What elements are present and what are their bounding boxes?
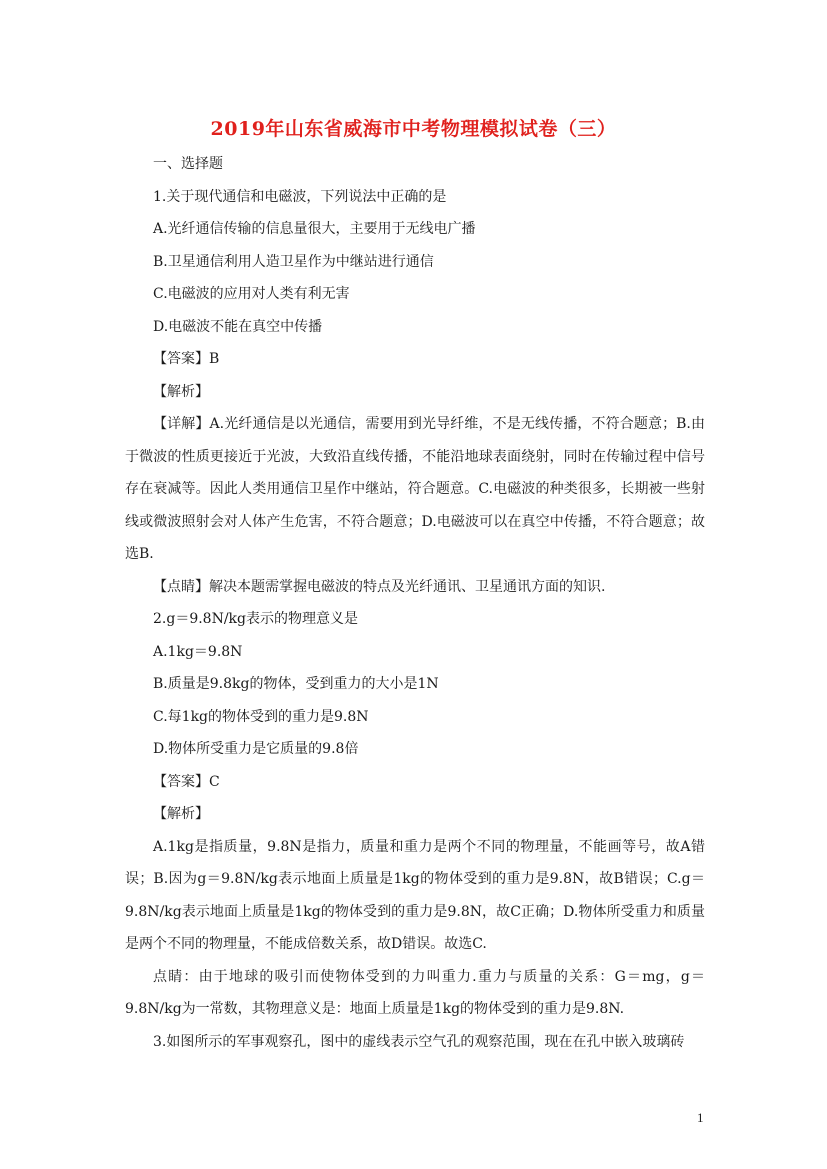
question-2-option-d: D.物体所受重力是它质量的9.8倍 (153, 741, 359, 757)
question-1-tip: 【点睛】解决本题需掌握电磁波的特点及光纤通讯、卫星通讯方面的知识. (153, 578, 606, 595)
question-3-stem: 3.如图所示的军事观察孔，图中的虚线表示空气孔的观察范围，现在在孔中嵌入玻璃砖 (153, 1033, 685, 1050)
page-number: 1 (697, 1110, 704, 1125)
question-1-option-d: D.电磁波不能在真空中传播 (153, 318, 323, 335)
document-title: 2019年山东省威海市中考物理模拟试卷（三） (210, 118, 617, 140)
document-body (125, 148, 705, 1058)
question-1-option-b: B.卫星通信利用人造卫星作为中继站进行通信 (153, 253, 434, 270)
question-1-stem: 1.关于现代通信和电磁波，下列说法中正确的是 (153, 188, 447, 205)
question-2-stem: 2.g＝9.8N/kg表示的物理意义是 (153, 611, 358, 627)
question-2-tip: 点睛：由于地球的吸引而使物体受到的力叫重力.重力与质量的关系：G＝mg，g＝9.8N/kg为一常数，其物理意义是：地面上质量是1kg的物体受到的重力是9.8N. (125, 968, 705, 1017)
question-2-analysis-label: 【解析】 (153, 806, 209, 822)
section-heading: 一、选择题 (153, 156, 223, 172)
question-1-option-c: C.电磁波的应用对人类有利无害 (153, 286, 350, 302)
question-1-answer: 【答案】B (153, 351, 220, 367)
question-2-option-a: A.1kg＝9.8N (153, 643, 243, 660)
question-1-option-a: A.光纤通信传输的信息量很大，主要用于无线电广播 (153, 221, 476, 237)
question-2-analysis: A.1kg是指质量，9.8N是指力，质量和重力是两个不同的物理量，不能画等号，故A错误；B.因为g＝9.8N/kg表示地面上质量是1kg的物体受到的重力是9.8N，故B错误；C.g＝9.8N/kg表示地面上质量是1kg的物体受到的重力是9.8N，故C正确；D.物体所受重力和质量是两个不同的物理量，不能成倍数关系，故D错误。故选C. (125, 838, 705, 952)
question-2-answer: 【答案】C (153, 773, 220, 790)
question-2-option-c: C.每1kg的物体受到的重力是9.8N (153, 708, 369, 725)
question-1-detail: 【详解】A.光纤通信是以光通信，需要用到光导纤维，不是无线传播，不符合题意；B.由于微波的性质更接近于光波，大致沿直线传播，不能沿地球表面绕射，同时在传输过程中信号存在衰减等。因此人类用通信卫星作中继站，符合题意。C.电磁波的种类很多，长期被一些射线或微波照射会对人体产生危害，不符合题意；D.电磁波可以在真空中传播，不符合题意；故选B. (125, 416, 705, 562)
question-1-analysis-label: 【解析】 (153, 383, 209, 400)
question-2-option-b: B.质量是9.8kg的物体，受到重力的大小是1N (153, 676, 439, 692)
